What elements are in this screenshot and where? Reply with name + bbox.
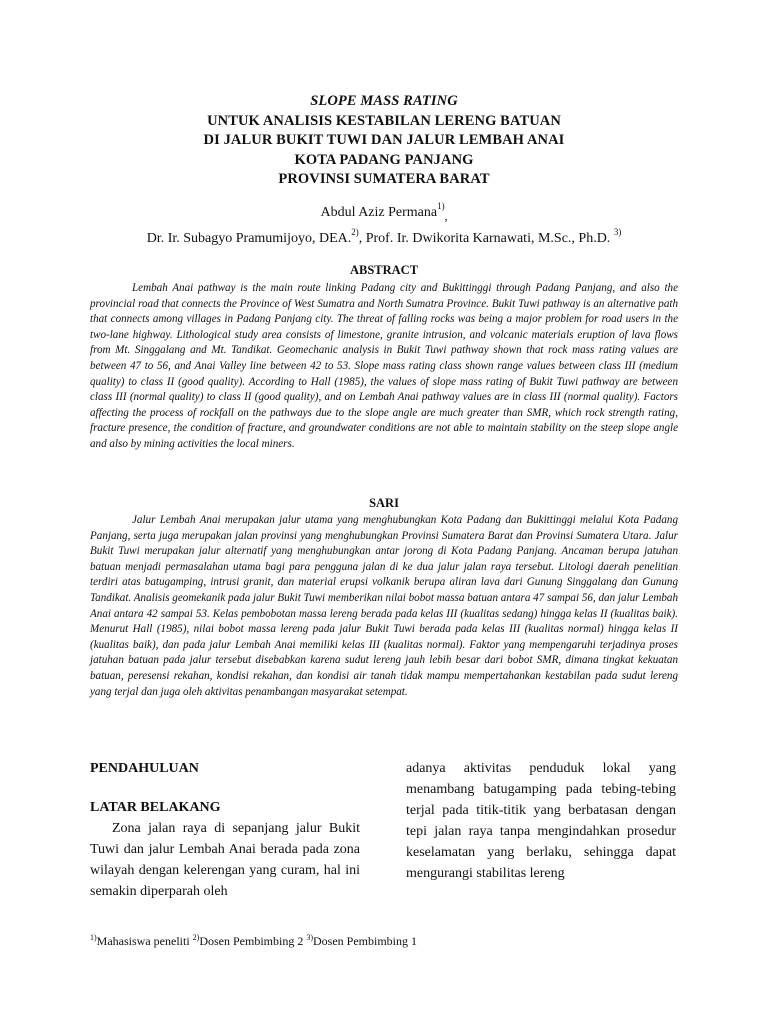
author-line-2 [0, 228, 768, 250]
author-line-1 [0, 202, 768, 228]
author-2-name: Dr. Ir. Subagyo Pramumijoyo, DEA. [146, 230, 352, 246]
author-1-mark: 1) [437, 201, 445, 212]
abstract-heading: ABSTRACT [349, 263, 419, 277]
title-line-5: PROVINSI SUMATERA BARAT [278, 171, 490, 188]
sari-paragraph: Jalur Lembah Anai merupakan jalur utama yang menghubungkan Kota Padang dan Bukittinggi melalui Kota Padang Panjang, serta juga merupakan jalan provinsi yang menghubungkan Provinsi Sumatera Barat dan Provinsi Sumatera Utara. Jalur Bukit Tuwi merupakan jalur alternatif yang menghubungkan antar jorong di Kota Padang Panjang. Ancaman berupa jatuhan batuan menjadi permasalahan utama bagi para pengguna jalan di ke dua jalur jalan raya tersebut. Litologi daerah penelitian terdiri atas batugamping, intrusi granit, dan material erupsi volkanik berupa aliran lava dari Gunung Singgalang dan Gunung Tandikat. Analisis geomekanik pada jalur Bukit Tuwi memberikan nilai bobot massa batuan antara 47 sampai 56, dan jalur Lembah Anai antara 42 sampai 53. Kelas pembobotan massa lereng berada pada kelas III (kualitas sedang) hingga kelas II (kualitas baik). Menurut Hall (1985), nilai bobot massa lereng pada jalur Bukit Tuwi berada pada kelas III (kualitas normal) hingga kelas II (kualitas baik), dan pada jalur Lembah Anai memiliki kelas III (kualitas normal). Faktor yang mempengaruhi terjadinya proses jatuhan batuan pada jalur tersebut disebabkan karena sudut lereng jauh lebih besar dari bobot SMR, dimana tingkat kekuatan batuan, peresensi rekahan, kondisi rekahan, dan kondisi air tanah tidak mampu mempertahankan kestabilan pada sudut lereng yang terjal dan juga oleh aktivitas penambangan masyarakat setempat. [90, 514, 678, 698]
footnote-mark-1: 1) [90, 933, 97, 942]
body-paragraph-right: adanya aktivitas penduduk lokal yang menambang batugamping pada tebing-tebing terjal pada titik-titik yang berbatasan dengan tepi jalan raya tanpa mengindahkan prosedur keselamatan yang berlaku, sehingga dapat mengurangi stabilitas lereng [406, 761, 676, 881]
paper-title [0, 92, 768, 190]
author-3-name: , Prof. Ir. Dwikorita Karnawati, M.Sc., Ph.D. [358, 230, 614, 246]
title-line-1: SLOPE MASS RATING [310, 93, 458, 109]
author-1-name: Abdul Aziz Permana [320, 205, 438, 220]
footnote-text-2: Dosen Pembimbing 2 [199, 934, 307, 948]
footnote [90, 933, 417, 949]
author-list [0, 202, 768, 250]
title-line-4: KOTA PADANG PANJANG [294, 151, 474, 168]
subsection-heading-latar-belakang: LATAR BELAKANG [90, 800, 221, 815]
author-3-mark: 3) [613, 227, 622, 238]
author-2-mark: 2) [351, 227, 359, 238]
abstract-paragraph: Lembah Anai pathway is the main route linking Padang city and Bukittinggi through Padang Panjang, and also the provincial road that connects the Province of West Sumatra and North Sumatra Province. Bukit Tuwi pathway is an alternative path that connects among villages in Padang Panjang city. The threat of falling rocks was being a major problem for road users in the two-lane highway. Lithological study area consists of limestone, granite intrusion, and volcanic materials eruption of lava flows from Mt. Singgalang and Mt. Tandikat. Geomechanic analysis in Bukit Tuwi pathway shown that rock mass rating values are between 47 to 56, and Anai Valley line between 42 to 53. Slope mass rating class shown range values between class III (medium quality) to class II (good quality). According to Hall (1985), the values of slope mass rating of Bukit Tuwi pathway are between class III (normal quality) to class II (good quality), and on Lembah Anai pathway values are in class III (normal quality). Factors affecting the process of rockfall on the pathways due to the slope angle are much greater than SMR, which rock strength rating, fracture presence, the condition of fracture, and groundwater conditions are not able to maintain stability on the steep slope angle and also by mining activities the local miners. [90, 282, 678, 450]
footnote-mark-3: 3) [306, 933, 313, 942]
sari-heading: SARI [369, 496, 399, 510]
author-1-trail: , [444, 209, 448, 223]
body-paragraph-left: Zona jalan raya di sepanjang jalur Bukit Tuwi dan jalur Lembah Anai berada pada zona wilayah dengan kelerengan yang curam, hal ini semakin diperparah oleh [90, 821, 360, 899]
footnote-text-3: Dosen Pembimbing 1 [313, 934, 417, 948]
left-column [90, 758, 360, 902]
right-column [406, 758, 676, 884]
sari-body [90, 513, 678, 700]
section-heading-pendahuluan: PENDAHULUAN [90, 761, 199, 776]
title-line-2: UNTUK ANALISIS KESTABILAN LERENG BATUAN [207, 112, 561, 129]
abstract-body [90, 281, 678, 453]
title-line-3: DI JALUR BUKIT TUWI DAN JALUR LEMBAH ANAI [203, 132, 565, 149]
footnote-mark-2: 2) [192, 933, 200, 942]
footnote-text-1: Mahasiswa peneliti [96, 934, 193, 948]
